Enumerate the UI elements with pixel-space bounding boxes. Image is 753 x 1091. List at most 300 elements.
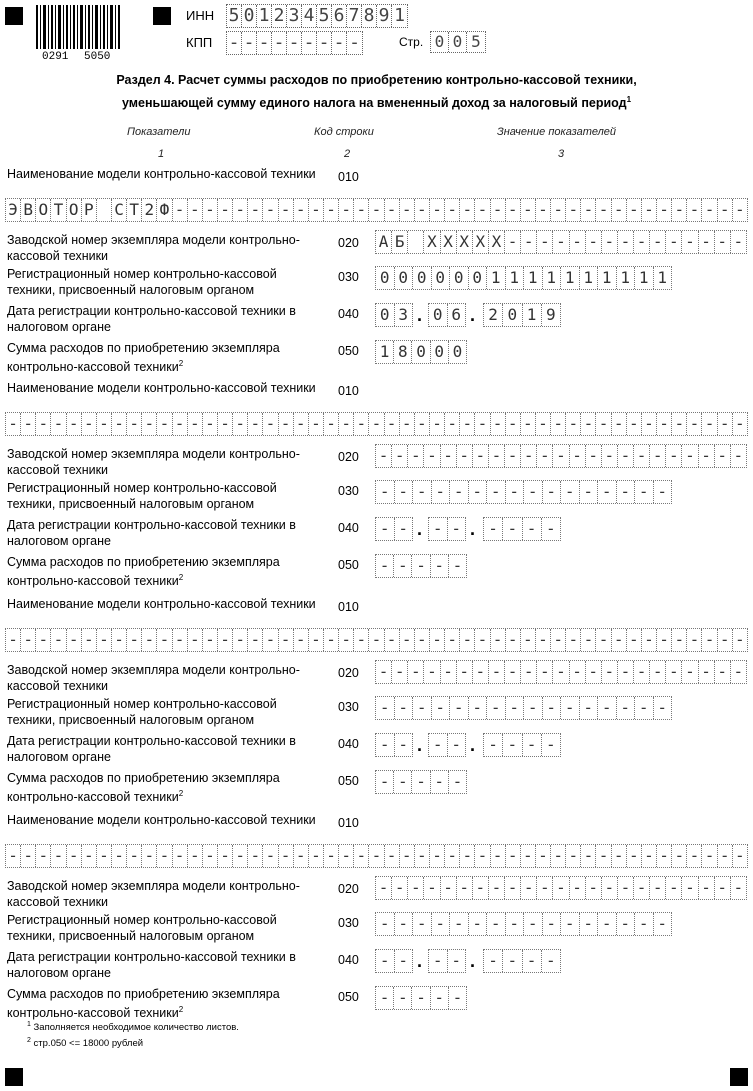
char-cell: - (142, 413, 157, 435)
char-cell: - (469, 697, 488, 719)
code-020: 020 (338, 450, 359, 464)
registration-date-month[interactable] (428, 949, 466, 973)
char-cell: - (657, 845, 672, 867)
char-cell: - (506, 481, 525, 503)
registration-date-year[interactable] (483, 733, 561, 757)
char-cell: - (586, 445, 602, 467)
char-cell: - (279, 199, 294, 221)
char-cell: 1 (506, 267, 525, 289)
char-cell: 0 (449, 32, 467, 52)
char-cell: - (521, 877, 537, 899)
label-registration-number: Регистрационный номер контрольно-кассовой техники, присвоенный налоговым органом (7, 267, 277, 297)
char-cell: - (506, 913, 525, 935)
label-registration-date: Дата регистрации контрольно-кассовой техники в налоговом органе (7, 950, 296, 980)
char-cell: - (67, 845, 82, 867)
inn-label: ИНН (186, 8, 215, 23)
char-cell: - (349, 32, 360, 53)
model-name-field[interactable] (5, 412, 748, 436)
char-cell: - (596, 629, 611, 651)
char-cell: 0 (242, 5, 257, 27)
char-cell: - (218, 629, 233, 651)
char-cell: - (21, 845, 36, 867)
char-cell: 1 (394, 5, 405, 26)
page-number-field[interactable] (430, 31, 486, 53)
char-cell: - (457, 445, 473, 467)
char-cell: - (735, 630, 745, 649)
char-cell: - (566, 629, 581, 651)
char-cell: 0 (412, 341, 430, 363)
char-cell: - (733, 878, 744, 897)
char-cell: - (354, 413, 369, 435)
registration-date-day[interactable] (375, 733, 413, 757)
char-cell: - (287, 32, 302, 54)
char-cell: 6 (332, 5, 347, 27)
char-cell: Б (392, 231, 408, 253)
char-cell: - (430, 629, 445, 651)
char-cell: - (324, 413, 339, 435)
char-cell: - (484, 518, 503, 540)
char-cell: - (702, 413, 717, 435)
char-cell: - (263, 629, 278, 651)
char-cell: - (735, 200, 745, 219)
char-cell: - (376, 555, 394, 577)
char-cell: 2 (484, 304, 503, 326)
char-cell: - (188, 199, 203, 221)
code-050: 050 (338, 774, 359, 788)
column-number-1: 1 (158, 148, 165, 160)
char-cell: 8 (362, 5, 377, 27)
date-separator-dot: . (470, 735, 476, 755)
char-cell: - (487, 481, 506, 503)
char-cell: 1 (617, 267, 636, 289)
char-cell: - (354, 629, 369, 651)
registration-date-year[interactable] (483, 949, 561, 973)
char-cell: - (233, 629, 248, 651)
serial-number-field[interactable] (375, 876, 747, 900)
char-cell: - (627, 629, 642, 651)
char-cell: - (457, 661, 473, 683)
char-cell: - (218, 199, 233, 221)
char-cell: - (521, 845, 536, 867)
char-cell: - (642, 413, 657, 435)
serial-number-field[interactable] (375, 660, 747, 684)
char-cell: - (586, 231, 602, 253)
char-cell: - (602, 877, 618, 899)
expense-amount-field[interactable] (375, 340, 467, 364)
char-cell: - (203, 199, 218, 221)
char-cell: - (657, 482, 668, 501)
code-010: 010 (338, 600, 359, 614)
registration-number-field[interactable] (375, 480, 672, 504)
char-cell: - (666, 661, 682, 683)
registration-number-field[interactable] (375, 912, 672, 936)
char-cell: - (521, 445, 537, 467)
char-cell: - (650, 661, 666, 683)
char-cell: 0 (452, 342, 463, 361)
char-cell: - (506, 413, 521, 435)
code-010: 010 (338, 384, 359, 398)
char-cell: - (82, 845, 97, 867)
char-cell: - (561, 913, 580, 935)
char-cell: - (715, 661, 731, 683)
char-cell: - (424, 877, 440, 899)
registration-date-day[interactable] (375, 303, 413, 327)
char-cell: - (491, 413, 506, 435)
code-050: 050 (338, 990, 359, 1004)
footnote-ref-1: 1 (626, 95, 632, 104)
char-cell: - (543, 913, 562, 935)
char-cell: - (398, 951, 409, 970)
date-separator-dot: . (470, 519, 476, 539)
char-cell: - (536, 845, 551, 867)
char-cell: - (432, 481, 451, 503)
corner-marker-top-left (5, 7, 23, 25)
char-cell: - (415, 629, 430, 651)
char-cell: 5 (317, 5, 332, 27)
char-cell: - (475, 629, 490, 651)
char-cell: - (415, 199, 430, 221)
char-cell: - (505, 661, 521, 683)
char-cell: - (445, 629, 460, 651)
corner-marker-bottom-left (5, 1068, 23, 1086)
char-cell: - (687, 413, 702, 435)
char-cell: - (21, 413, 36, 435)
model-name-field[interactable] (5, 628, 748, 652)
char-cell: - (415, 845, 430, 867)
char-cell: - (394, 555, 412, 577)
section-title-line1: Раздел 4. Расчет суммы расходов по приобретению контрольно-кассовой техники, (116, 73, 637, 87)
char-cell: - (473, 877, 489, 899)
char-cell: - (642, 629, 657, 651)
column-number-3: 3 (558, 148, 565, 160)
registration-date-year[interactable] (483, 517, 561, 541)
char-cell: - (408, 661, 424, 683)
char-cell: - (450, 913, 469, 935)
char-cell: - (272, 32, 287, 54)
char-cell: - (412, 987, 430, 1009)
registration-date-month[interactable] (428, 517, 466, 541)
char-cell: - (618, 445, 634, 467)
char-cell: - (484, 734, 503, 756)
char-cell: - (157, 845, 172, 867)
char-cell: 1 (487, 267, 506, 289)
char-cell: - (233, 845, 248, 867)
footnote-ref-2: 2 (178, 573, 184, 582)
char-cell: - (657, 199, 672, 221)
registration-date-month[interactable] (428, 733, 466, 757)
char-cell: - (263, 413, 278, 435)
date-separator-dot: . (417, 519, 423, 539)
char-cell: - (429, 950, 448, 972)
registration-date-month[interactable] (428, 303, 466, 327)
label-model-name: Наименование модели контрольно-кассовой техники (7, 167, 316, 181)
char-cell: - (21, 629, 36, 651)
registration-date-day[interactable] (375, 949, 413, 973)
expense-amount-field[interactable] (375, 770, 467, 794)
char-cell: - (666, 231, 682, 253)
code-010: 010 (338, 170, 359, 184)
label-registration-date: Дата регистрации контрольно-кассовой техники в налоговом органе (7, 518, 296, 548)
char-cell: - (376, 734, 395, 756)
char-cell: - (682, 877, 698, 899)
char-cell: X (424, 231, 440, 253)
serial-number-field[interactable] (375, 230, 747, 254)
char-cell: - (376, 950, 395, 972)
corner-marker-bottom-right (730, 1068, 748, 1086)
char-cell: - (524, 913, 543, 935)
char-cell: - (460, 413, 475, 435)
label-serial-number: Заводской номер экземпляра модели контрольно-кассовой техники (7, 879, 300, 909)
char-cell: - (376, 661, 392, 683)
char-cell: 0 (450, 267, 469, 289)
code-030: 030 (338, 700, 359, 714)
char-cell: Т (51, 199, 66, 221)
char-cell: - (612, 413, 627, 435)
char-cell: - (51, 845, 66, 867)
model-name-field[interactable] (5, 844, 748, 868)
char-cell: - (445, 413, 460, 435)
char-cell: - (279, 413, 294, 435)
char-cell: - (546, 519, 556, 538)
char-cell: - (263, 845, 278, 867)
page-label: Стр. (399, 35, 424, 49)
char-cell: - (127, 845, 142, 867)
char-cell (408, 231, 424, 253)
label-expense-amount: Сумма расходов по приобретению экземпляра контрольно-кассовой техники$^2$ (7, 987, 280, 1021)
char-cell: - (188, 629, 203, 651)
char-cell: - (294, 199, 309, 221)
char-cell: - (672, 413, 687, 435)
char-cell: Т (127, 199, 142, 221)
char-cell: - (666, 877, 682, 899)
char-cell: - (570, 231, 586, 253)
footnote-ref-2: 2 (178, 359, 184, 368)
char-cell: - (612, 199, 627, 221)
char-cell: - (248, 629, 263, 651)
char-cell: - (566, 199, 581, 221)
char-cell: - (699, 661, 715, 683)
char-cell: - (657, 413, 672, 435)
expense-amount-field[interactable] (375, 986, 467, 1010)
char-cell: - (718, 413, 733, 435)
char-cell: 1 (635, 267, 654, 289)
char-cell: - (702, 845, 717, 867)
char-cell: - (537, 445, 553, 467)
char-cell: - (369, 199, 384, 221)
char-cell: - (521, 661, 537, 683)
char-cell: - (503, 518, 522, 540)
char-cell: 5 (227, 5, 242, 27)
char-cell: - (475, 845, 490, 867)
char-cell: 0 (429, 304, 448, 326)
char-cell: - (412, 771, 430, 793)
serial-number-field[interactable] (375, 444, 747, 468)
char-cell: - (173, 629, 188, 651)
char-cell: - (67, 629, 82, 651)
char-cell: - (112, 413, 127, 435)
char-cell: О (67, 199, 82, 221)
char-cell: - (524, 481, 543, 503)
char-cell: - (536, 199, 551, 221)
char-cell: - (503, 950, 522, 972)
char-cell: - (506, 629, 521, 651)
char-cell: 0 (376, 267, 395, 289)
char-cell: - (400, 629, 415, 651)
model-name-field[interactable] (5, 198, 748, 222)
char-cell: - (570, 661, 586, 683)
char-cell: - (627, 199, 642, 221)
char-cell: - (715, 231, 731, 253)
char-cell: - (524, 697, 543, 719)
barcode (36, 5, 120, 61)
char-cell: - (432, 697, 451, 719)
char-cell: - (699, 445, 715, 467)
char-cell: - (36, 413, 51, 435)
char-cell: - (586, 661, 602, 683)
code-040: 040 (338, 307, 359, 321)
char-cell: X (489, 231, 505, 253)
char-cell: - (484, 950, 503, 972)
char-cell: - (735, 846, 745, 865)
char-cell: - (553, 445, 569, 467)
char-cell: - (430, 199, 445, 221)
char-cell: - (242, 32, 257, 54)
inn-field[interactable] (226, 4, 408, 28)
char-cell: - (566, 845, 581, 867)
char-cell: - (415, 413, 430, 435)
char-cell: - (733, 446, 744, 465)
label-expense-amount: Сумма расходов по приобретению экземпляра контрольно-кассовой техники$^2$ (7, 555, 280, 589)
char-cell: - (400, 413, 415, 435)
char-cell: - (324, 199, 339, 221)
char-cell: - (127, 413, 142, 435)
char-cell: - (618, 231, 634, 253)
registration-date-day[interactable] (375, 517, 413, 541)
char-cell: - (682, 661, 698, 683)
char-cell: - (248, 199, 263, 221)
char-cell: - (394, 771, 412, 793)
char-cell: - (376, 771, 394, 793)
char-cell: 0 (503, 304, 522, 326)
char-cell: - (650, 231, 666, 253)
char-cell: - (112, 629, 127, 651)
char-cell: - (580, 913, 599, 935)
char-cell: - (294, 413, 309, 435)
char-cell: - (553, 231, 569, 253)
char-cell: - (376, 518, 395, 540)
char-cell: - (672, 629, 687, 651)
char-cell: 1 (524, 267, 543, 289)
char-cell: - (385, 629, 400, 651)
char-cell: - (441, 877, 457, 899)
char-cell: - (6, 629, 21, 651)
char-cell: - (188, 413, 203, 435)
char-cell: - (617, 697, 636, 719)
char-cell: - (248, 413, 263, 435)
char-cell: 1 (543, 267, 562, 289)
kpp-field[interactable] (226, 31, 363, 55)
code-020: 020 (338, 882, 359, 896)
char-cell: - (369, 629, 384, 651)
char-cell: 3 (287, 5, 302, 27)
char-cell: В (21, 199, 36, 221)
char-cell: - (473, 445, 489, 467)
char-cell: - (581, 199, 596, 221)
char-cell: - (561, 481, 580, 503)
char-cell: - (97, 413, 112, 435)
char-cell: - (469, 481, 488, 503)
expense-amount-field[interactable] (375, 554, 467, 578)
char-cell: - (521, 629, 536, 651)
char-cell: - (581, 413, 596, 435)
char-cell: - (376, 697, 395, 719)
char-cell: - (598, 913, 617, 935)
char-cell: - (445, 199, 460, 221)
registration-number-field[interactable] (375, 696, 672, 720)
registration-number-field[interactable] (375, 266, 672, 290)
char-cell: - (431, 987, 449, 1009)
char-cell: - (505, 445, 521, 467)
char-cell: - (617, 481, 636, 503)
char-cell: - (537, 231, 553, 253)
char-cell: Ф (157, 199, 172, 221)
char-cell: - (227, 32, 242, 54)
char-cell: - (489, 445, 505, 467)
char-cell: - (521, 199, 536, 221)
char-cell: - (487, 697, 506, 719)
char-cell: - (424, 445, 440, 467)
char-cell: - (687, 629, 702, 651)
char-cell: - (551, 845, 566, 867)
date-separator-dot: . (470, 305, 476, 325)
char-cell: - (635, 697, 654, 719)
char-cell: - (596, 845, 611, 867)
code-030: 030 (338, 916, 359, 930)
char-cell: - (657, 629, 672, 651)
char-cell: - (598, 697, 617, 719)
column-header-values: Значение показателей (497, 126, 617, 138)
char-cell: - (580, 697, 599, 719)
char-cell: - (602, 661, 618, 683)
footnote-1: $^1$ Заполняется необходимое количество листов. (27, 1021, 239, 1034)
char-cell: 1 (561, 267, 580, 289)
registration-date-year[interactable] (483, 303, 561, 327)
char-cell: - (413, 481, 432, 503)
char-cell: - (324, 629, 339, 651)
char-cell: - (112, 845, 127, 867)
char-cell: 8 (394, 341, 412, 363)
column-number-2: 2 (344, 148, 351, 160)
char-cell: - (581, 629, 596, 651)
label-model-name: Наименование модели контрольно-кассовой техники (7, 381, 316, 395)
char-cell: 0 (431, 32, 449, 52)
corner-marker-top-right (153, 7, 171, 25)
char-cell: - (672, 199, 687, 221)
date-separator-dot: . (417, 951, 423, 971)
char-cell: - (487, 913, 506, 935)
char-cell: - (580, 481, 599, 503)
char-cell: - (650, 445, 666, 467)
char-cell: 3 (398, 305, 409, 324)
char-cell: - (445, 845, 460, 867)
char-cell: - (82, 629, 97, 651)
char-cell: X (457, 231, 473, 253)
char-cell: - (424, 661, 440, 683)
char-cell: - (400, 845, 415, 867)
char-cell: - (702, 199, 717, 221)
char-cell: - (618, 877, 634, 899)
section-title (40, 71, 713, 113)
